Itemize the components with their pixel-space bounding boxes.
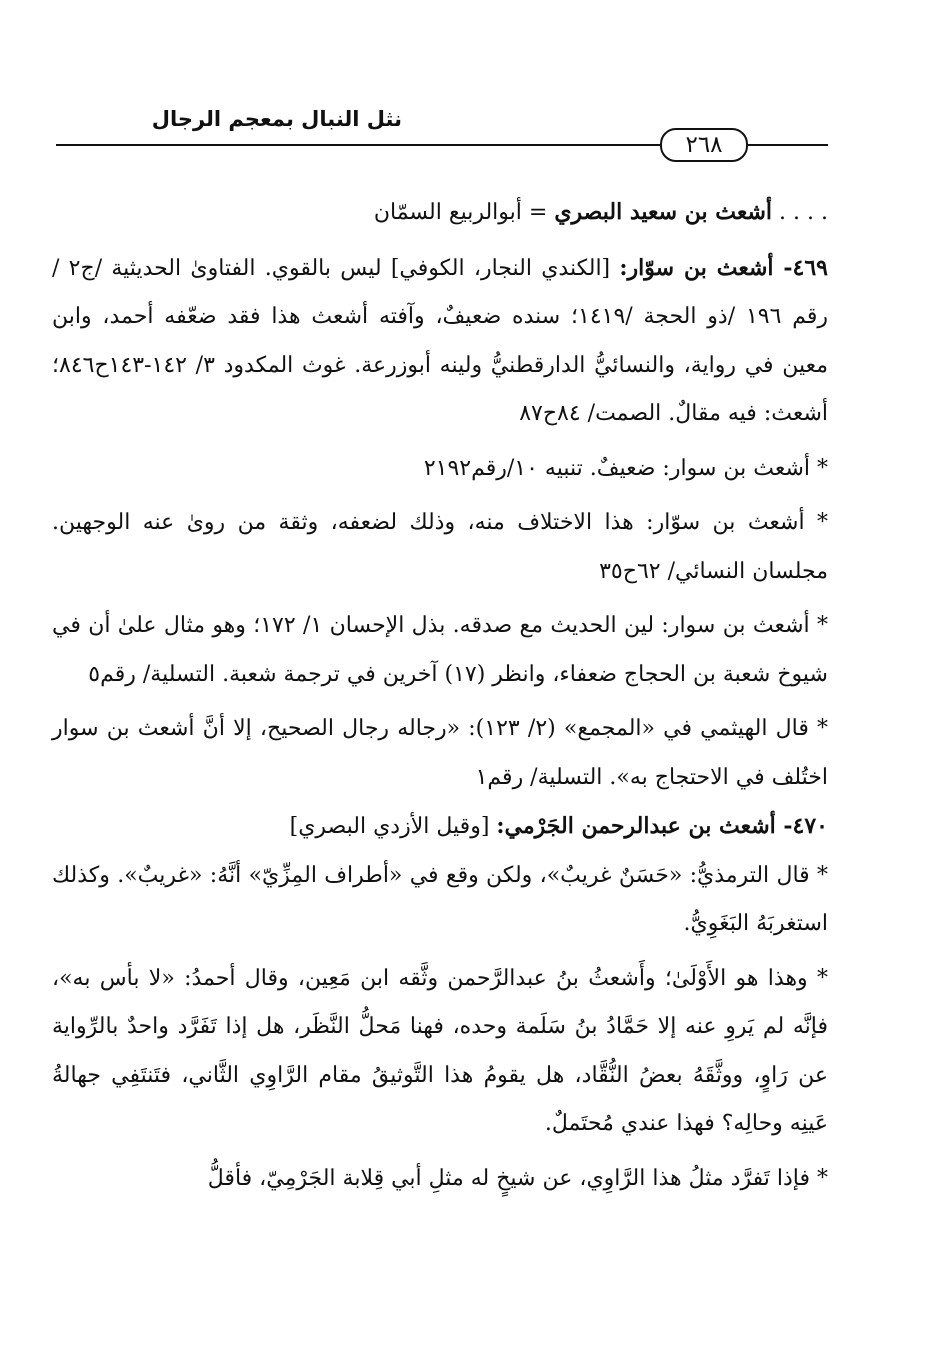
note-paragraph [52, 602, 828, 699]
note-paragraph [52, 499, 828, 596]
note-paragraph [52, 705, 828, 802]
note-paragraph [52, 445, 828, 494]
paragraph-body: [الكندي النجار، الكوفي] ليس بالقوي. الفتاوىٰ الحديثية /ج٢ /رقم ١٩٦ /ذو الحجة /١٤١٩؛ سنده ضعيفٌ، وآفته أشعث هذا فقد ضعّفه أحمد، وابن معين في رواية، والنسائيُّ الدارقطنيُّ ولينه أبوزرعة. غوث المكدود ٣/ ١٤٢-١٤٣ح٨٤٦؛ أشعث: فيه مقالٌ. الصمت/ ٨٤ح٨٧ [52, 255, 829, 426]
entry-heading: أشعث بن سعيد البصري [554, 199, 773, 225]
paragraph-body: * أشعث بن سوّار: هذا الاختلاف منه، وذلك لضعفه، وثقة من روىٰ عنه الوجهين. مجلسان النسائي/ ٦٢ح٣٥ [52, 510, 828, 584]
paragraph-body: * وهذا هو الأَوْلَىٰ؛ وأَشعثُ بنُ عبدالرَّحمن وثَّقه ابن مَعِين، وقال أحمدُ: «لا بأس به»، فإنَّه لم يَروِ عنه إلا حَمَّادُ بنُ سَلَمة وحده، فهنا مَحلُّ النَّظَر، هل إذا تَفَرَّد واحدٌ بالرِّواية عن رَاوٍ، ووثَّقَهُ بعضُ النُّقَّاد، هل يقومُ هذا التَّوثيقُ مقام الرَّاوِي الثَّاني، فتَنتَفِي جهالةُ عَينِه وحالِه؟ فهذا عندي مُحتَملٌ. [52, 965, 828, 1136]
paragraph-body: * قال الهيثمي في «المجمع» (٢/ ١٢٣): «رجاله رجال الصحيح، إلا أنَّ أشعث بن سوار اختُلف في الاحتجاج به». التسلية/ رقم١ [52, 716, 829, 790]
paragraph-body: = أبوالربيع السمّان [373, 200, 555, 225]
page-number: ٢٦٨ [660, 128, 748, 162]
entry-heading: ٤٦٩- أشعث بن سوّار: [619, 254, 828, 281]
paragraph-body: * أشعث بن سوار: لين الحديث مع صدقه. بذل الإحسان ١/ ١٧٢؛ وهو مثال علىٰ أن في شيوخ شعبة بن الحجاج ضعفاء، وانظر (١٧) آخرين في ترجمة شعبة. التسلية/ رقم٥ [52, 613, 828, 687]
note-paragraph [52, 852, 828, 949]
entry-469 [52, 244, 828, 439]
entry-heading: ٤٧٠- أشعث بن عبدالرحمن الجَرْمي: [496, 813, 828, 839]
running-title: نثل النبال بمعجم الرجال [151, 107, 402, 131]
paragraph-prefix: . . . . [772, 200, 828, 225]
paragraph-cross-reference [52, 188, 828, 238]
paragraph-body: * فإذا تَفرَّد مثلُ هذا الرَّاوِي، عن شيخٍ له مثلِ أبي قِلابة الجَرْمِيّ، فأقلُّ [207, 1165, 828, 1191]
body-text [52, 188, 828, 1209]
paragraph-body: * قال الترمذيُّ: «حَسَنٌ غريبٌ»، ولكن وقع في «أطراف المِزِّيّ» أنَّهُ: «غريبٌ». وكذلك استغربَهُ البَغَوِيُّ. [52, 862, 828, 936]
note-paragraph [52, 955, 828, 1149]
note-paragraph [52, 1155, 828, 1204]
paragraph-body: * أشعث بن سوار: ضعيفٌ. تنبيه ١٠/رقم٢١٩٢ [423, 455, 828, 481]
paragraph-body: [وقيل الأزدي البصري] [289, 814, 497, 839]
entry-470 [52, 802, 828, 852]
